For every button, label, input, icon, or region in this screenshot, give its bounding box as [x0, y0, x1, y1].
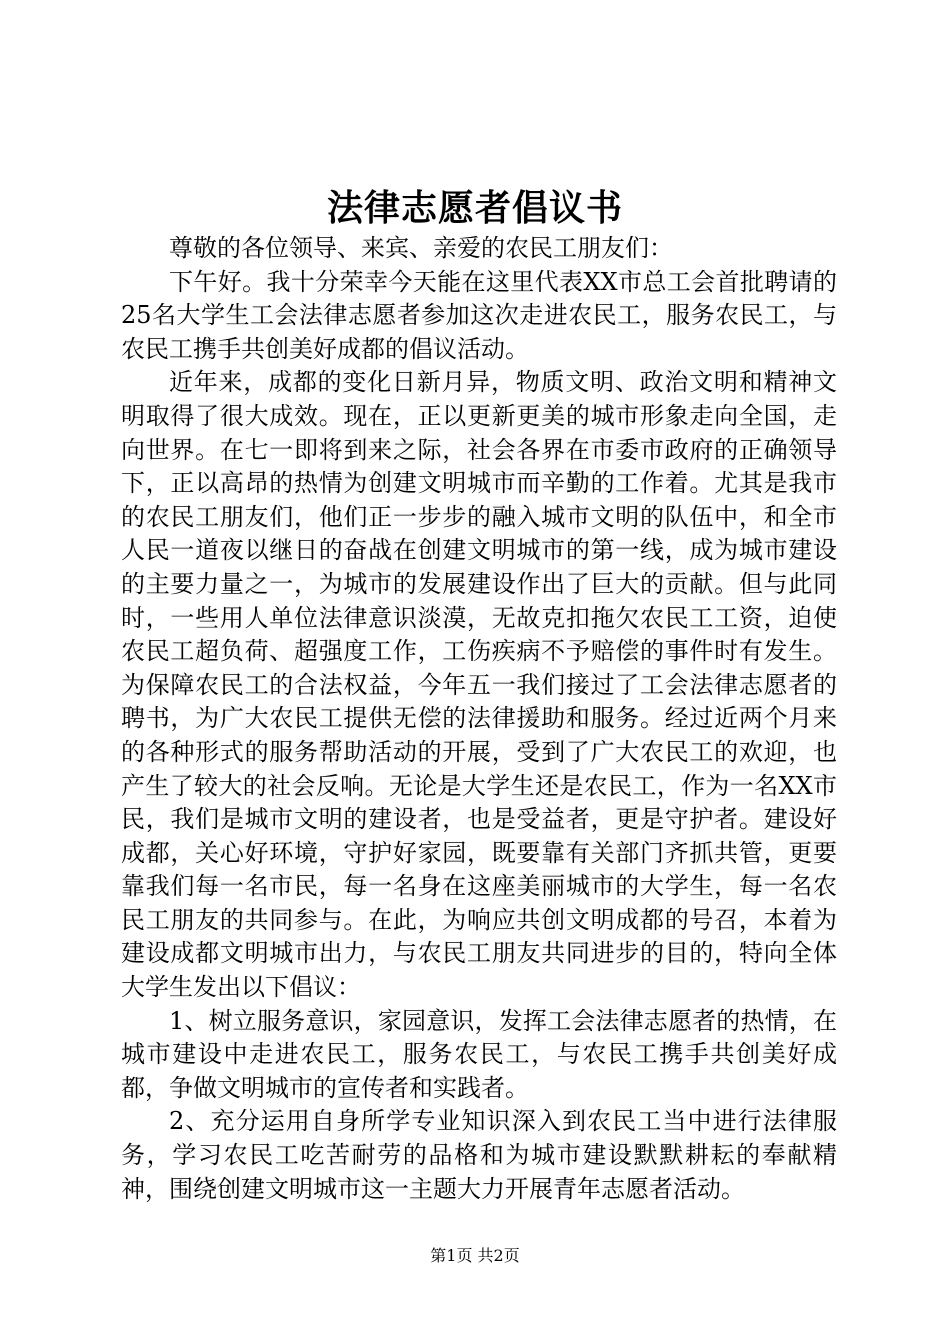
paragraph-background: 近年来，成都的变化日新月异，物质文明、政治文明和精神文明取得了很大成效。现在，正以更新更美的城市形象走向全国，走向世界。在七一即将到来之际，社会各界在市委市政府的正确领导下，正以高昂的热情为创建文明城市而辛勤的工作着。尤其是我市的农民工朋友们，他们正一步步的融入城市文明的队伍中，和全市人民一道夜以继日的奋战在创建文明城市的第一线，成为城市建设的主要力量之一，为城市的发展建设作出了巨大的贡献。但与此同时，一些用人单位法律意识淡漠，无故克扣拖欠农民工工资，迫使农民工超负荷、超强度工作，工伤疾病不予赔偿的事件时有发生。为保障农民工的合法权益，今年五一我们接过了工会法律志愿者的聘书，为广大农民工提供无偿的法律援助和服务。经过近两个月来的各种形式的服务帮助活动的开展，受到了广大农民工的欢迎，也产生了较大的社会反响。无论是大学生还是农民工，作为一名XX市民，我们是城市文明的建设者，也是受益者，更是守护者。建设好成都，关心好环境，守护好家园，既要靠有关部门齐抓共管，更要靠我们每一名市民，每一名身在这座美丽城市的大学生，每一名农民工朋友的共同参与。在此，为响应共创文明成都的号召，本着为建设成都文明城市出力，与农民工朋友共同进步的目的，特向全体大学生发出以下倡议：	[121, 368, 837, 1002]
page-footer: 第1页 共2页	[430, 1246, 520, 1265]
document-body	[121, 232, 837, 1206]
paragraph-proposal-1: 1、树立服务意识，家园意识，发挥工会法律志愿者的热情，在城市建设中走进农民工，服务农民工，与农民工携手共创美好成都，争做文明城市的宣传者和实践者。	[121, 1006, 837, 1102]
paragraph-proposal-2: 2、充分运用自身所学专业知识深入到农民工当中进行法律服务，学习农民工吃苦耐劳的品格和为城市建设默默耕耘的奉献精神，围绕创建文明城市这一主题大力开展青年志愿者活动。	[121, 1107, 837, 1203]
document-title: 法律志愿者倡议书	[326, 187, 623, 229]
paragraph-salutation: 尊敬的各位领导、来宾、亲爱的农民工朋友们：	[169, 234, 673, 262]
paragraph-greeting: 下午好。我十分荣幸今天能在这里代表XX市总工会首批聘请的25名大学生工会法律志愿者参加这次走进农民工，服务农民工，与农民工携手共创美好成都的倡议活动。	[121, 267, 837, 363]
